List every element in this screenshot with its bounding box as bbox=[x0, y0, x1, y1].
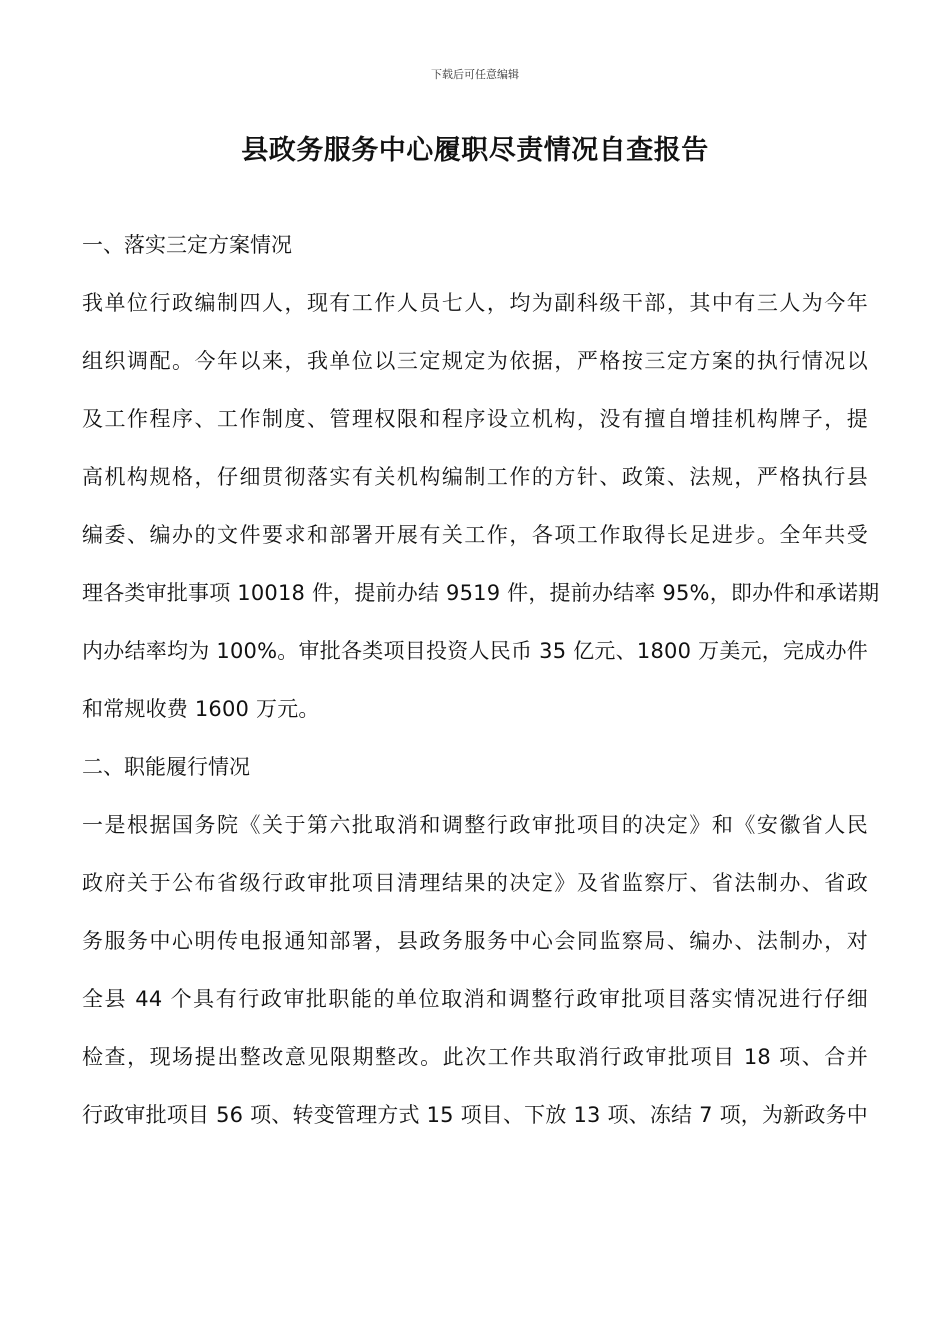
section-heading: 一、落实三定方案情况 bbox=[82, 233, 292, 257]
paragraph-line: 和常规收费 1600 万元。 bbox=[82, 697, 320, 721]
paragraph-line: 内办结率均为 100%。审批各类项目投资人民币 35 亿元、1800 万美元，完成办件 bbox=[82, 639, 868, 663]
document-body bbox=[82, 216, 880, 1144]
paragraph-line: 行政审批项目 56 项、转变管理方式 15 项目、下放 13 项、冻结 7 项，为新政务中 bbox=[82, 1103, 868, 1127]
paragraph-line: 理各类审批事项 10018 件，提前办结 9519 件，提前办结率 95%，即办件和承诺期 bbox=[82, 581, 880, 605]
section-heading: 二、职能履行情况 bbox=[82, 755, 250, 779]
paragraph-line: 全县 44 个具有行政审批职能的单位取消和调整行政审批项目落实情况进行仔细 bbox=[82, 987, 868, 1011]
paragraph-line: 高机构规格，仔细贯彻落实有关机构编制工作的方针、政策、法规，严格执行县 bbox=[82, 465, 868, 489]
document-title: 县政务服务中心履职尽责情况自查报告 bbox=[241, 135, 709, 166]
section-1 bbox=[82, 216, 880, 738]
paragraph-line: 组织调配。今年以来，我单位以三定规定为依据，严格按三定方案的执行情况以 bbox=[82, 349, 868, 373]
header-note: 下载后可任意编辑 bbox=[431, 68, 519, 81]
paragraph-line: 政府关于公布省级行政审批项目清理结果的决定》及省监察厅、省法制办、省政 bbox=[82, 871, 868, 895]
paragraph-line: 及工作程序、工作制度、管理权限和程序设立机构，没有擅自增挂机构牌子，提 bbox=[82, 407, 868, 431]
paragraph-line: 务服务中心明传电报通知部署，县政务服务中心会同监察局、编办、法制办，对 bbox=[82, 929, 868, 953]
paragraph-line: 检查，现场提出整改意见限期整改。此次工作共取消行政审批项目 18 项、合并 bbox=[82, 1045, 868, 1069]
paragraph bbox=[82, 796, 868, 1144]
section-2 bbox=[82, 738, 868, 1144]
paragraph-line: 一是根据国务院《关于第六批取消和调整行政审批项目的决定》和《安徽省人民 bbox=[82, 813, 868, 837]
paragraph-line: 编委、编办的文件要求和部署开展有关工作，各项工作取得长足进步。全年共受 bbox=[82, 523, 868, 547]
paragraph bbox=[82, 274, 880, 738]
paragraph-line: 我单位行政编制四人，现有工作人员七人，均为副科级干部，其中有三人为今年 bbox=[82, 291, 868, 315]
